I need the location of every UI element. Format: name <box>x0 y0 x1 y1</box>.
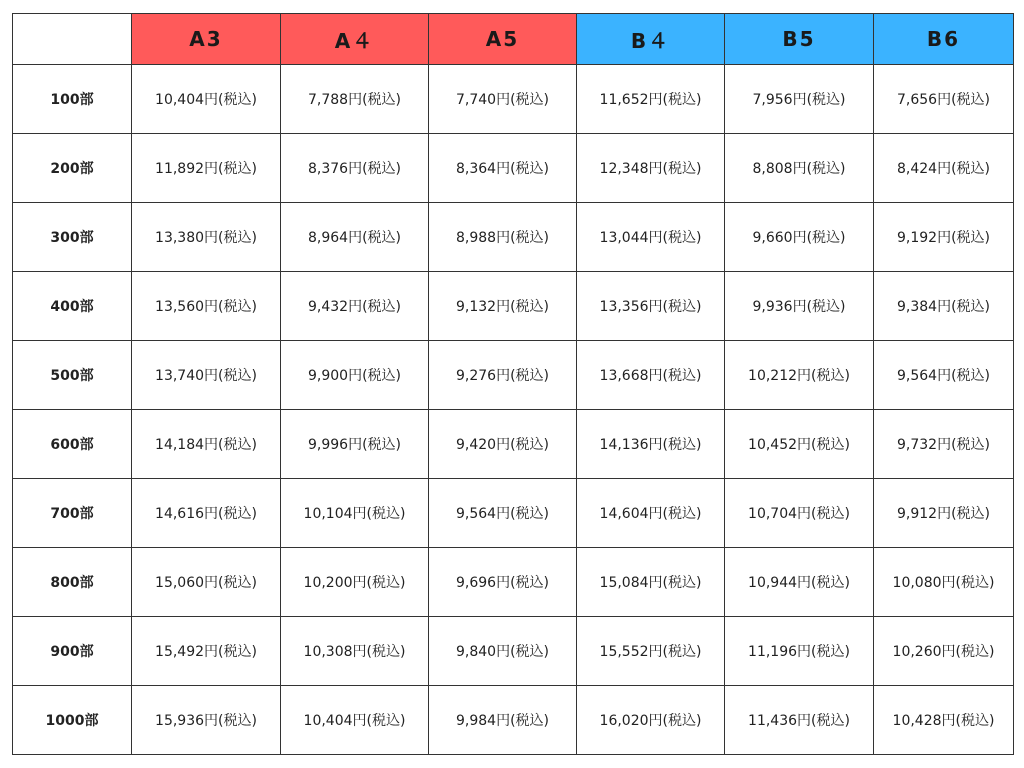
table-row <box>13 617 1014 686</box>
price-cell: 8,424円(税込) <box>874 134 1014 203</box>
price-cell: 9,696円(税込) <box>429 548 577 617</box>
column-header-a3: A3 <box>132 14 281 65</box>
price-cell: 9,276円(税込) <box>429 341 577 410</box>
table-row <box>13 341 1014 410</box>
price-cell: 10,260円(税込) <box>874 617 1014 686</box>
table-header <box>13 14 1014 65</box>
price-cell: 8,988円(税込) <box>429 203 577 272</box>
price-cell: 8,808円(税込) <box>725 134 874 203</box>
price-cell: 10,944円(税込) <box>725 548 874 617</box>
price-cell: 15,492円(税込) <box>132 617 281 686</box>
column-header-a5: A5 <box>429 14 577 65</box>
price-cell: 8,376円(税込) <box>281 134 429 203</box>
price-cell: 10,200円(税込) <box>281 548 429 617</box>
row-label: 100部 <box>13 65 132 134</box>
price-cell: 13,380円(税込) <box>132 203 281 272</box>
price-cell: 9,432円(税込) <box>281 272 429 341</box>
price-cell: 10,404円(税込) <box>132 65 281 134</box>
row-label: 300部 <box>13 203 132 272</box>
price-cell: 9,564円(税込) <box>874 341 1014 410</box>
price-cell: 9,840円(税込) <box>429 617 577 686</box>
price-cell: 10,404円(税込) <box>281 686 429 755</box>
price-cell: 15,936円(税込) <box>132 686 281 755</box>
price-cell: 11,436円(税込) <box>725 686 874 755</box>
table-row <box>13 65 1014 134</box>
row-label: 600部 <box>13 410 132 479</box>
price-cell: 15,060円(税込) <box>132 548 281 617</box>
table-row <box>13 410 1014 479</box>
price-cell: 13,356円(税込) <box>577 272 725 341</box>
price-cell: 16,020円(税込) <box>577 686 725 755</box>
price-cell: 7,788円(税込) <box>281 65 429 134</box>
price-cell: 13,560円(税込) <box>132 272 281 341</box>
price-cell: 8,964円(税込) <box>281 203 429 272</box>
price-cell: 9,384円(税込) <box>874 272 1014 341</box>
price-cell: 9,564円(税込) <box>429 479 577 548</box>
row-label: 900部 <box>13 617 132 686</box>
price-cell: 11,892円(税込) <box>132 134 281 203</box>
price-cell: 9,984円(税込) <box>429 686 577 755</box>
corner-cell <box>13 14 132 65</box>
column-header-b5: B5 <box>725 14 874 65</box>
price-cell: 9,936円(税込) <box>725 272 874 341</box>
price-cell: 9,420円(税込) <box>429 410 577 479</box>
price-cell: 12,348円(税込) <box>577 134 725 203</box>
row-label: 200部 <box>13 134 132 203</box>
price-cell: 14,184円(税込) <box>132 410 281 479</box>
price-cell: 10,212円(税込) <box>725 341 874 410</box>
row-label: 700部 <box>13 479 132 548</box>
price-cell: 14,136円(税込) <box>577 410 725 479</box>
table-row <box>13 203 1014 272</box>
table-body <box>13 65 1014 755</box>
row-label: 800部 <box>13 548 132 617</box>
price-cell: 9,132円(税込) <box>429 272 577 341</box>
column-header-b4: B４ <box>577 14 725 65</box>
row-label: 1000部 <box>13 686 132 755</box>
price-cell: 10,428円(税込) <box>874 686 1014 755</box>
price-cell: 10,104円(税込) <box>281 479 429 548</box>
price-cell: 11,196円(税込) <box>725 617 874 686</box>
price-cell: 7,656円(税込) <box>874 65 1014 134</box>
price-cell: 10,308円(税込) <box>281 617 429 686</box>
price-cell: 13,668円(税込) <box>577 341 725 410</box>
row-label: 500部 <box>13 341 132 410</box>
row-label: 400部 <box>13 272 132 341</box>
header-row <box>13 14 1014 65</box>
price-cell: 10,080円(税込) <box>874 548 1014 617</box>
price-cell: 9,900円(税込) <box>281 341 429 410</box>
price-cell: 9,912円(税込) <box>874 479 1014 548</box>
price-cell: 7,956円(税込) <box>725 65 874 134</box>
price-cell: 8,364円(税込) <box>429 134 577 203</box>
table-row <box>13 548 1014 617</box>
price-cell: 10,452円(税込) <box>725 410 874 479</box>
price-cell: 9,660円(税込) <box>725 203 874 272</box>
price-table <box>12 13 1014 755</box>
price-cell: 15,084円(税込) <box>577 548 725 617</box>
column-header-a4: A４ <box>281 14 429 65</box>
table-row <box>13 272 1014 341</box>
price-cell: 7,740円(税込) <box>429 65 577 134</box>
price-cell: 10,704円(税込) <box>725 479 874 548</box>
price-cell: 9,732円(税込) <box>874 410 1014 479</box>
table-row <box>13 479 1014 548</box>
price-cell: 13,044円(税込) <box>577 203 725 272</box>
price-cell: 14,616円(税込) <box>132 479 281 548</box>
column-header-b6: B6 <box>874 14 1014 65</box>
price-cell: 11,652円(税込) <box>577 65 725 134</box>
table-row <box>13 686 1014 755</box>
table-row <box>13 134 1014 203</box>
price-cell: 15,552円(税込) <box>577 617 725 686</box>
price-cell: 13,740円(税込) <box>132 341 281 410</box>
price-cell: 9,192円(税込) <box>874 203 1014 272</box>
price-cell: 9,996円(税込) <box>281 410 429 479</box>
price-cell: 14,604円(税込) <box>577 479 725 548</box>
